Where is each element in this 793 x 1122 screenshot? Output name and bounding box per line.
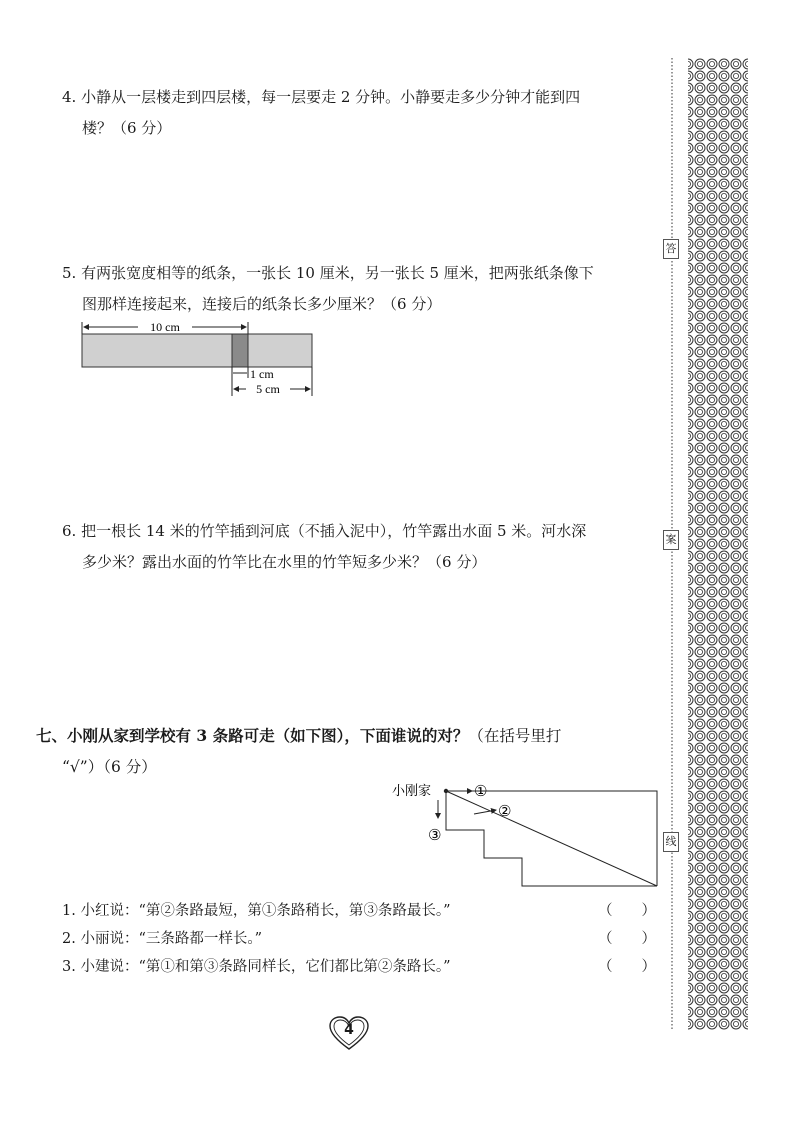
section-7-note: （在括号里打 — [468, 727, 562, 745]
binding-margin-strip — [670, 58, 750, 1030]
section-7-title: 七、小刚从家到学校有 3 条路可走（如下图），下面谁说的对？ — [36, 726, 469, 745]
question-4 — [62, 82, 662, 144]
answer-bracket[interactable]: （ ） — [598, 931, 656, 947]
answer-bracket[interactable]: （ ） — [598, 959, 656, 975]
section-7-line2: “√”）（6 分） — [62, 758, 157, 776]
statement-text: 3. 小建说：“第①和第③条路同样长，它们都比第②条路长。” — [62, 959, 451, 975]
strip-10cm — [82, 334, 248, 367]
statement-row — [62, 898, 662, 924]
routes-figure — [392, 778, 664, 890]
route-2-label: ② — [498, 802, 512, 820]
question-6-line2: 多少米？露出水面的竹竿比在水里的竹竿短多少米？（6 分） — [82, 553, 487, 571]
label-1cm: 1 cm — [250, 367, 274, 381]
margin-label: 线 — [663, 832, 679, 852]
label-10cm: 10 cm — [150, 320, 180, 334]
route-2-path — [446, 791, 657, 886]
home-label: 小刚家 — [392, 784, 432, 799]
route-3-label: ③ — [428, 826, 442, 844]
question-5-line1: 5. 有两张宽度相等的纸条，一张长 10 厘米，另一张长 5 厘米，把两张纸条像下 — [62, 264, 594, 282]
label-5cm: 5 cm — [256, 382, 280, 396]
section-7-heading — [36, 720, 666, 783]
decorative-circle-pattern — [688, 58, 748, 1030]
question-6 — [62, 516, 662, 578]
question-6-line1: 6. 把一根长 14 米的竹竿插到河底（不插入泥中），竹竿露出水面 5 米。河水深 — [62, 522, 587, 540]
statement-text: 1. 小红说：“第②条路最短，第①条路稍长，第③条路最长。” — [62, 903, 451, 919]
route-1-label: ① — [474, 782, 488, 800]
statement-row — [62, 926, 662, 952]
statement-row — [62, 954, 662, 980]
paper-strips-figure — [78, 318, 328, 400]
page-number-text: 4 — [344, 1022, 354, 1038]
question-5-line2: 图那样连接起来，连接后的纸条长多少厘米？（6 分） — [82, 295, 442, 313]
question-4-line2: 楼？（6 分） — [82, 119, 172, 137]
margin-label: 答 — [663, 239, 679, 259]
statement-text: 2. 小丽说：“三条路都一样长。” — [62, 931, 263, 947]
overlap-region — [232, 334, 248, 367]
question-5 — [62, 258, 662, 320]
question-4-line1: 4. 小静从一层楼走到四层楼，每一层要走 2 分钟。小静要走多少分钟才能到四 — [62, 88, 581, 106]
page-number — [329, 1016, 369, 1052]
answer-bracket[interactable]: （ ） — [598, 903, 656, 919]
margin-label: 案 — [663, 530, 679, 550]
